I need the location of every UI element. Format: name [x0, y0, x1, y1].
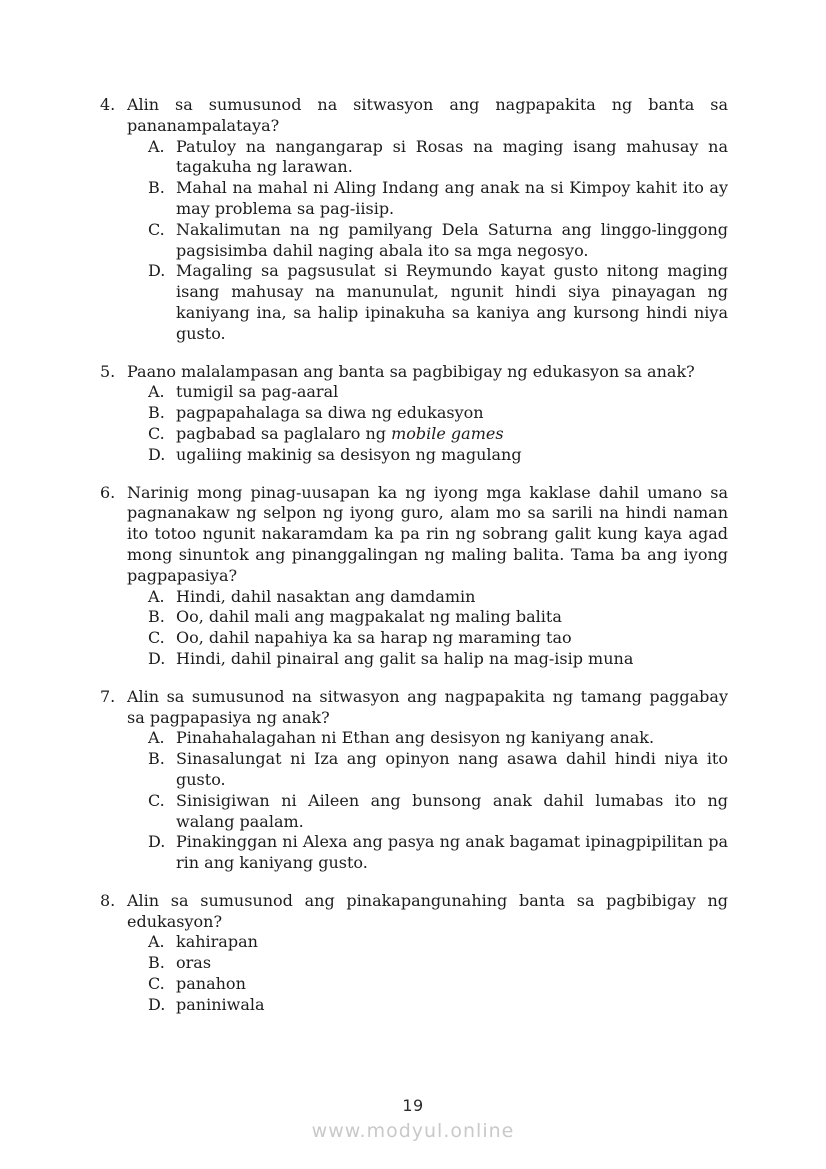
option-letter: B.: [148, 178, 165, 198]
option-text-plain: pagbabad sa paglalaro ng: [176, 423, 392, 443]
questions-page: [100, 95, 728, 1033]
option-row: [148, 220, 728, 262]
option-row: [148, 728, 728, 749]
option-text: Pinahahalagahan ni Ethan ang desisyon ng kaniyang anak.: [176, 728, 655, 748]
option-letter: C.: [148, 423, 165, 443]
options-list: [148, 382, 728, 465]
option-text: kahirapan: [176, 932, 258, 952]
option-letter: B.: [148, 953, 165, 973]
option-text: Nakalimutan na ng pamilyang Dela Saturna ang linggo-linggong pagsisimba dahil naging abala ito sa mga negosyo.: [176, 219, 728, 260]
option-row: [148, 137, 728, 179]
option-row: [148, 178, 728, 220]
option-row: [148, 791, 728, 833]
option-letter: A.: [148, 586, 165, 606]
option-text: Pinakinggan ni Alexa ang pasya ng anak bagamat ipinagpipilitan pa rin ang kaniyang gusto.: [176, 832, 728, 873]
question-head: [100, 362, 728, 383]
option-text: panahon: [176, 974, 246, 994]
question-block-7: [100, 687, 728, 874]
option-row: [148, 649, 728, 670]
option-letter: C.: [148, 974, 165, 994]
question-head: [100, 95, 728, 137]
option-letter: C.: [148, 219, 165, 239]
option-row: [148, 382, 728, 403]
question-number: 8.: [100, 890, 116, 910]
question-head: [100, 687, 728, 729]
option-letter: B.: [148, 403, 165, 423]
option-letter: C.: [148, 628, 165, 648]
option-letter: A.: [148, 136, 165, 156]
option-text: Magaling sa pagsusulat si Reymundo kayat gusto nitong maging isang mahusay na manunulat, ngunit hindi siya pinayagan ng kaniyang ina, sa halip ipinakuha sa kaniya ang kursong hindi niya gusto.: [176, 261, 728, 343]
option-text: [176, 424, 728, 445]
option-text: Sinisigiwan ni Aileen ang bunsong anak dahil lumabas ito ng walang paalam.: [176, 790, 728, 831]
option-letter: A.: [148, 382, 165, 402]
option-row: [148, 974, 728, 995]
option-text: pagpapahalaga sa diwa ng edukasyon: [176, 403, 484, 423]
option-row: [148, 832, 728, 874]
question-text: Paano malalampasan ang banta sa pagbibigay ng edukasyon sa anak?: [127, 361, 695, 381]
question-block-6: [100, 483, 728, 670]
option-text: Hindi, dahil pinairal ang galit sa halip na mag-isip muna: [176, 648, 634, 668]
option-row: [148, 995, 728, 1016]
option-row: [148, 261, 728, 344]
option-letter: A.: [148, 728, 165, 748]
question-number: 5.: [100, 361, 116, 381]
option-text: paniniwala: [176, 994, 265, 1014]
option-row: [148, 607, 728, 628]
option-letter: B.: [148, 607, 165, 627]
option-text: Patuloy na nangangarap si Rosas na maging isang mahusay na tagakuha ng larawan.: [176, 136, 728, 177]
option-text: ugaliing makinig sa desisyon ng magulang: [176, 444, 522, 464]
question-text: Alin sa sumusunod na sitwasyon ang nagpapakita ng banta sa pananampalataya?: [127, 95, 728, 135]
option-text: Sinasalungat ni Iza ang opinyon nang asawa dahil hindi niya ito gusto.: [176, 749, 728, 789]
question-block-8: [100, 891, 728, 1016]
option-text: Hindi, dahil nasaktan ang damdamin: [176, 586, 476, 606]
watermark-text: www.modyul.online: [311, 1120, 515, 1142]
option-text: tumigil sa pag-aaral: [176, 382, 339, 402]
option-letter: D.: [148, 444, 166, 464]
option-row: [148, 403, 728, 424]
option-row: [148, 953, 728, 974]
option-letter: D.: [148, 648, 166, 668]
option-text: Oo, dahil napahiya ka sa harap ng maraming tao: [176, 628, 572, 648]
option-row: [148, 445, 728, 466]
page-number: 19: [402, 1096, 424, 1115]
question-head: [100, 891, 728, 933]
option-letter: D.: [148, 261, 166, 281]
option-letter: D.: [148, 832, 166, 852]
question-text: Narinig mong pinag-uusapan ka ng iyong mga kaklase dahil umano sa pagnanakaw ng selpon ng iyong guro, alam mo sa sarili na hindi naman ito totoo ngunit nakaramdam ka pa rin ng sobrang galit kung kaya agad mong sinuntok ang pinanggalingan ng maling balita. Tama ba ang iyong pagpapasiya?: [127, 482, 728, 585]
question-block-5: [100, 362, 728, 466]
option-text: oras: [176, 953, 212, 973]
option-row: [148, 628, 728, 649]
option-letter: A.: [148, 932, 165, 952]
option-row: [148, 932, 728, 953]
question-head: [100, 483, 728, 587]
option-row: [148, 424, 728, 445]
option-letter: B.: [148, 749, 165, 769]
option-row: [148, 749, 728, 791]
options-list: [148, 932, 728, 1015]
options-list: [148, 728, 728, 874]
question-text: Alin sa sumusunod ang pinakapangunahing banta sa pagbibigay ng edukasyon?: [127, 890, 728, 931]
option-row: [148, 587, 728, 608]
option-text-italic: mobile games: [391, 423, 504, 443]
question-number: 7.: [100, 686, 116, 706]
option-text: Mahal na mahal ni Aling Indang ang anak na si Kimpoy kahit ito ay may problema sa pag-iisip.: [176, 178, 728, 218]
question-text: Alin sa sumusunod na sitwasyon ang nagpapakita ng tamang paggabay sa pagpapasiya ng anak?: [127, 686, 728, 727]
option-text: Oo, dahil mali ang magpakalat ng maling balita: [176, 607, 562, 627]
question-number: 4.: [100, 95, 116, 114]
option-letter: C.: [148, 790, 165, 810]
options-list: [148, 587, 728, 670]
option-letter: D.: [148, 994, 166, 1014]
options-list: [148, 137, 728, 345]
question-number: 6.: [100, 482, 116, 502]
question-block-4: [100, 95, 728, 345]
